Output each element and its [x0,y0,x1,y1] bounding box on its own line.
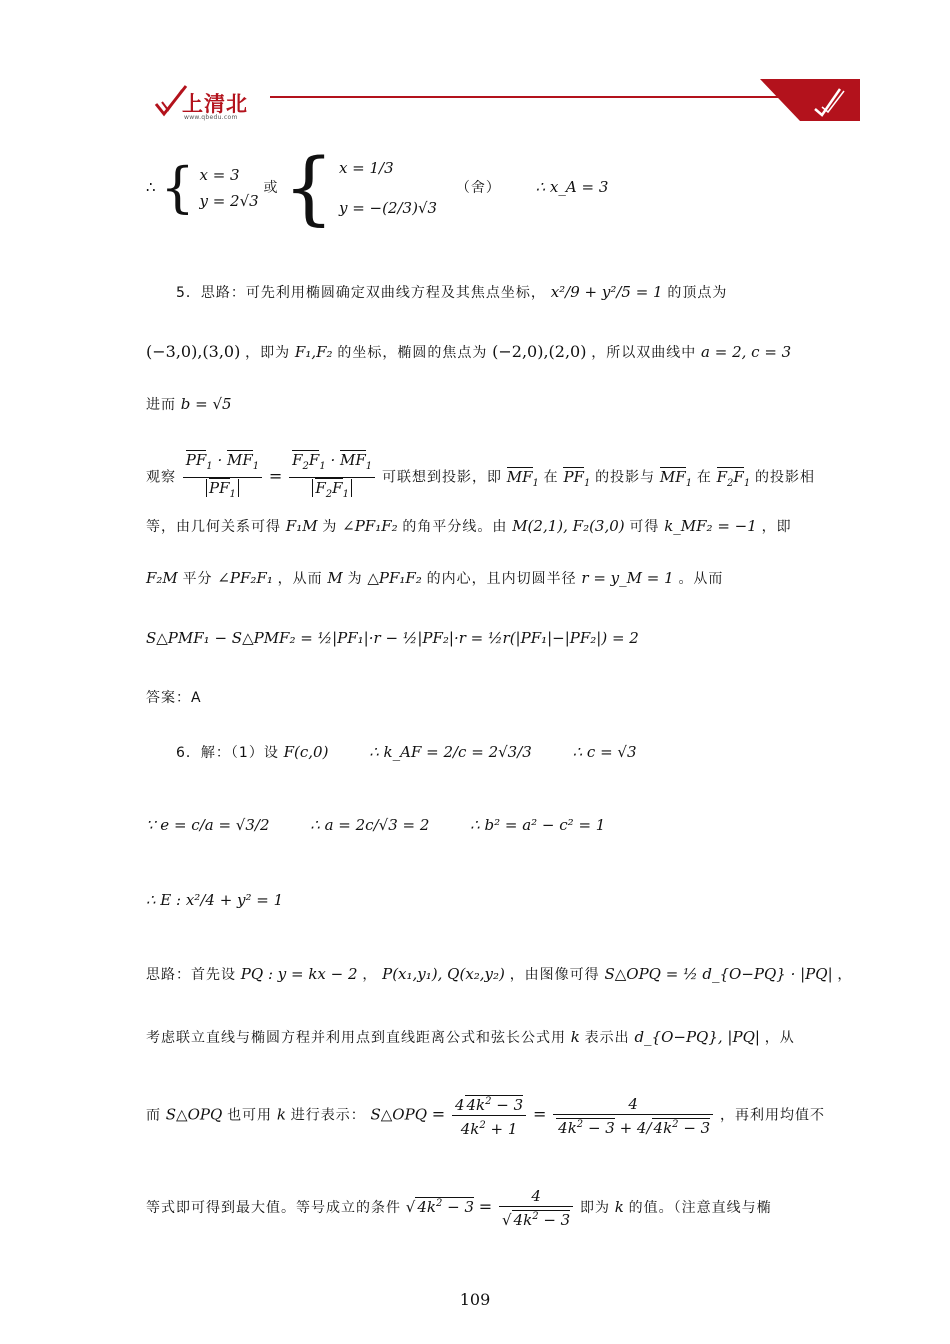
system-1: x = 3 y = 2√3 [199,166,259,210]
page-number: 109 [459,1290,491,1309]
result-xa: ∴ x_A = 3 [535,178,609,196]
p6-line-6: 而 S△OPQ 也可用 k 进行表示： S△OPQ = $\frac{4 4k^2 - 3}{4k^2 + 1}$ = $\frac{4}{4k^2 - 3 + 4/ 4k^2 - 3}$ ，再利用均值不 [146,1092,825,1139]
projection-rhs: $\frac{F_2F_1 \cdot MF_1}{F_2F_1}$ [289,450,375,505]
p6-line-7: 等式即可得到最大值。等号成立的条件 √ $4k^2 - 3$ = $\frac{4}{√ 4k^2 - 3}$ 即为 k 的值。（注意直线与椭 [146,1187,772,1229]
page-header [0,76,950,126]
logo-url: www.qbedu.com [184,114,238,121]
or-text: 或 [263,180,279,196]
system-2: x = 1/3 y = −(2/3)√3 [338,159,438,217]
p5-line-4: 观察 $\frac{PF_1 \cdot MF_1}{PF_1}$ = $\frac{F_2F_1 \cdot MF_1}{F_2F_1}$ 可联想到投影，即 $MF_1$ 在 $PF_1$ 的投影与 $MF_1$ 在 $F_2F_1$ 的投影相 [146,450,815,505]
p6-line-4: 思路：首先设 PQ : y = kx − 2 ， P(x₁,y₁), Q(x₂,y₂) ，由图像可得 S△OPQ = ½ d_{O−PQ} · |PQ| ， [146,965,853,983]
p5-line-5: 等，由几何关系可得 F₁M 为 ∠PF₁F₂ 的角平分线。由 M(2,1), F₂(3,0) 可得 k_MF₂ = −1 ，即 [146,517,792,535]
logo-name: 上清北 [182,92,248,116]
p5-line-1: 5．思路：可先利用椭圆确定双曲线方程及其焦点坐标， x²/9 + y²/5 = 1 的顶点为 [176,283,728,301]
header-rule [270,96,780,98]
p5-line-2: (−3,0),(3,0) ，即为 F₁,F₂ 的坐标，椭圆的焦点为 (−2,0),(2,0) ，所以双曲线中 a = 2, c = 3 [146,342,792,361]
header-corner-icon [760,79,860,121]
area-frac-1: $\frac{4 4k^2 - 3}{4k^2 + 1}$ [452,1092,526,1139]
p5-answer: 答案：A [146,690,202,706]
p6-line-3: ∴ E : x²/4 + y² = 1 [146,891,284,909]
system-line: ∴ { x = 3 y = 2√3 或 { x = 1/3 y = −(2/3)√3 （舍） ∴ x_A = 3 [146,141,609,234]
therefore-symbol: ∴ [146,178,156,196]
projection-lhs: $\frac{PF_1 \cdot MF_1}{PF_1}$ [183,450,262,505]
p5-line-7: S△PMF₁ − S△PMF₂ = ½|PF₁|·r − ½|PF₂|·r = ½r(|PF₁|−|PF₂|) = 2 [146,629,639,647]
p6-line-5: 考虑联立直线与椭圆方程并利用点到直线距离公式和弦长公式用 k 表示出 d_{O−PQ}, |PQ| ，从 [146,1028,795,1046]
area-frac-2: $\frac{4}{4k^2 - 3 + 4/ 4k^2 - 3}$ [553,1094,713,1138]
p5-line-6: F₂M 平分 ∠PF₂F₁ ，从而 M 为 △PF₁F₂ 的内心，且内切圆半径 r = y_M = 1 。从而 [146,569,724,587]
p5-line-3: 进而 b = √5 [146,395,232,413]
p6-line-2: ∵ e = c/a = √3/2 ∴ a = 2c/√3 = 2 ∴ b² = a² − c² = 1 [146,816,606,834]
ellipse-eq: x²/9 + y²/5 = 1 [550,283,663,301]
p6-line-1: 6．解：（1）设 F(c,0) ∴ k_AF = 2/c = 2√3/3 ∴ c = √3 [176,743,637,761]
equality-frac: $\frac{4}{√ 4k^2 - 3}$ [499,1186,573,1230]
reject-text: （舍） [455,180,501,196]
logo [152,82,272,122]
